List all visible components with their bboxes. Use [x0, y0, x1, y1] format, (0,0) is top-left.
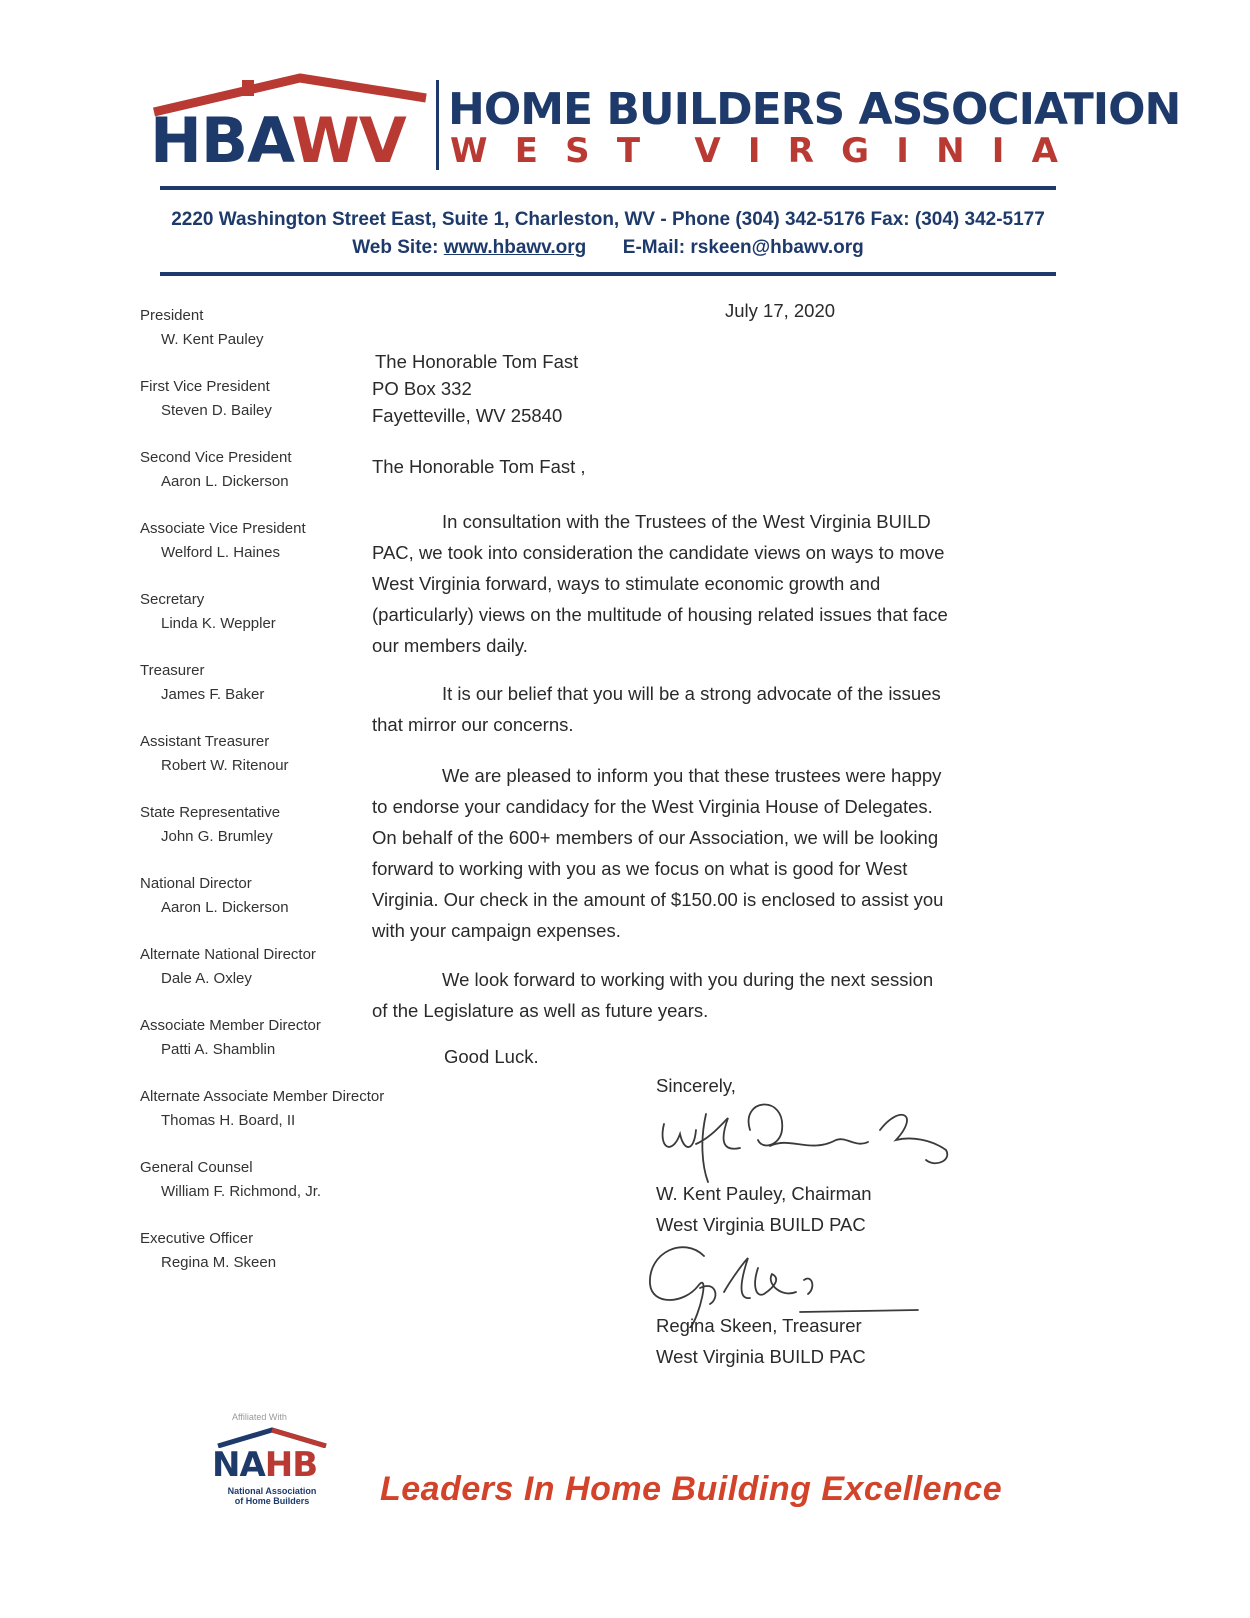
letter-date: July 17, 2020 [725, 300, 836, 321]
officer-entry [140, 1156, 440, 1204]
signer-treasurer [656, 1310, 866, 1372]
officer-name: William F. Richmond, Jr. [161, 1183, 322, 1200]
recipient-line: Fayetteville, WV 25840 [372, 405, 563, 426]
header-rule-top [160, 186, 1056, 190]
state-letter: G [841, 131, 870, 171]
officer-role: Treasurer [140, 662, 205, 679]
nahb-hb: HB [264, 1445, 318, 1485]
signer-name: W. Kent Pauley, Chairman [656, 1183, 872, 1204]
hbawv-logo [150, 72, 430, 182]
state-letter: I [747, 131, 761, 171]
officer-role: Second Vice President [140, 449, 292, 466]
officer-role: General Counsel [140, 1159, 253, 1176]
officer-name: Linda K. Weppler [161, 615, 276, 632]
officer-entry [140, 1085, 440, 1133]
salutation: The Honorable Tom Fast , [372, 456, 586, 477]
address-line: 2220 Washington Street East, Suite 1, Charleston, WV - Phone (304) 342-5176 Fax: (304) 342-5177 [171, 209, 1045, 230]
officer-role: Alternate Associate Member Director [140, 1088, 385, 1105]
officer-role: President [140, 307, 204, 324]
logo-divider [436, 80, 439, 170]
footer-tagline: Leaders In Home Building Excellence [380, 1470, 1003, 1508]
logo-hba: HBA [150, 104, 292, 177]
closing-wish: Good Luck. [444, 1046, 539, 1067]
officer-name: Patti A. Shamblin [161, 1041, 276, 1058]
state-letter: S [565, 131, 590, 171]
association-state [450, 131, 1058, 171]
recipient-line: PO Box 332 [372, 378, 472, 399]
officer-name: W. Kent Pauley [161, 331, 264, 348]
contact-info [160, 206, 1056, 262]
officer-name: Robert W. Ritenour [161, 757, 289, 774]
state-letter: V [694, 131, 721, 171]
recipient-line: The Honorable Tom Fast [375, 351, 579, 372]
officer-role: Executive Officer [140, 1230, 254, 1247]
state-letter: T [616, 131, 641, 171]
officer-role: State Representative [140, 804, 281, 821]
state-letter: R [787, 131, 814, 171]
officer-name: Welford L. Haines [161, 544, 280, 561]
officer-role: Alternate National Director [140, 946, 316, 963]
officer-name: Aaron L. Dickerson [161, 899, 289, 916]
signer-name: Regina Skeen, Treasurer [656, 1315, 862, 1336]
officer-role: Secretary [140, 591, 205, 608]
logo-wordmark [150, 104, 406, 177]
nahb-na: NA [212, 1445, 265, 1485]
officer-entry [140, 304, 440, 352]
closing: Sincerely, [656, 1075, 736, 1096]
signature-pauley [650, 1090, 960, 1190]
state-letter: W [450, 131, 488, 171]
email-label: E-Mail: [622, 237, 686, 258]
officer-name: John G. Brumley [161, 828, 273, 845]
officer-role: Associate Vice President [140, 520, 306, 537]
body-paragraph: It is our belief that you will be a strong advocate of the issues that mirror our concerns. [372, 683, 941, 735]
state-letter: N [936, 131, 965, 171]
state-letter: E [514, 131, 538, 171]
nahb-fullname-line: of Home Builders [234, 1496, 310, 1506]
officer-entry [140, 1227, 440, 1275]
officer-name: Steven D. Bailey [161, 402, 272, 419]
body-paragraph: We are pleased to inform you that these trustees were happy to endorse your candidacy for the West Virginia House of Delegates. On behalf of the 600+ members of our Association, we will be looking forward to working with you as we focus on what is good for West Virginia. Our check in the amount of $150.00 is enclosed to assist you with your campaign expenses. [372, 765, 944, 941]
state-letter: I [991, 131, 1005, 171]
officer-name: Dale A. Oxley [161, 970, 252, 987]
officer-role: Assistant Treasurer [140, 733, 270, 750]
email-address[interactable]: rskeen@hbawv.org [690, 237, 864, 258]
nahb-fullname [212, 1486, 332, 1506]
officer-name: Aaron L. Dickerson [161, 473, 289, 490]
state-letter: A [1031, 131, 1058, 171]
recipient-address [372, 348, 578, 429]
officer-name: James F. Baker [161, 686, 265, 703]
nahb-fullname-line: National Association [227, 1486, 317, 1496]
officer-role: First Vice President [140, 378, 270, 395]
officer-role: Associate Member Director [140, 1017, 321, 1034]
website-link[interactable]: www.hbawv.org [443, 237, 587, 258]
web-label: Web Site: [352, 237, 439, 258]
signer-org: West Virginia BUILD PAC [656, 1346, 866, 1367]
body-paragraph: We look forward to working with you during the next session of the Legislature as well as future years. [372, 969, 934, 1021]
association-title: HOME BUILDERS ASSOCIATION [448, 84, 1181, 135]
signer-org: West Virginia BUILD PAC [656, 1214, 866, 1235]
officer-name: Regina M. Skeen [161, 1254, 277, 1271]
officer-name: Thomas H. Board, II [161, 1112, 296, 1129]
nahb-wordmark [212, 1445, 318, 1485]
logo-wv: WV [291, 104, 406, 177]
state-letter: I [896, 131, 909, 171]
body-paragraph: In consultation with the Trustees of the West Virginia BUILD PAC, we took into consideration the candidate views on ways to move West Virginia forward, ways to stimulate economic growth and (particularly) views on the multitude of housing related issues that face our members daily. [372, 511, 948, 656]
nahb-logo [212, 1426, 332, 1510]
web-email-line [160, 234, 1056, 262]
header-rule-bottom [160, 272, 1056, 276]
affiliated-label: Affiliated With [232, 1412, 287, 1422]
officer-role: National Director [140, 875, 252, 892]
